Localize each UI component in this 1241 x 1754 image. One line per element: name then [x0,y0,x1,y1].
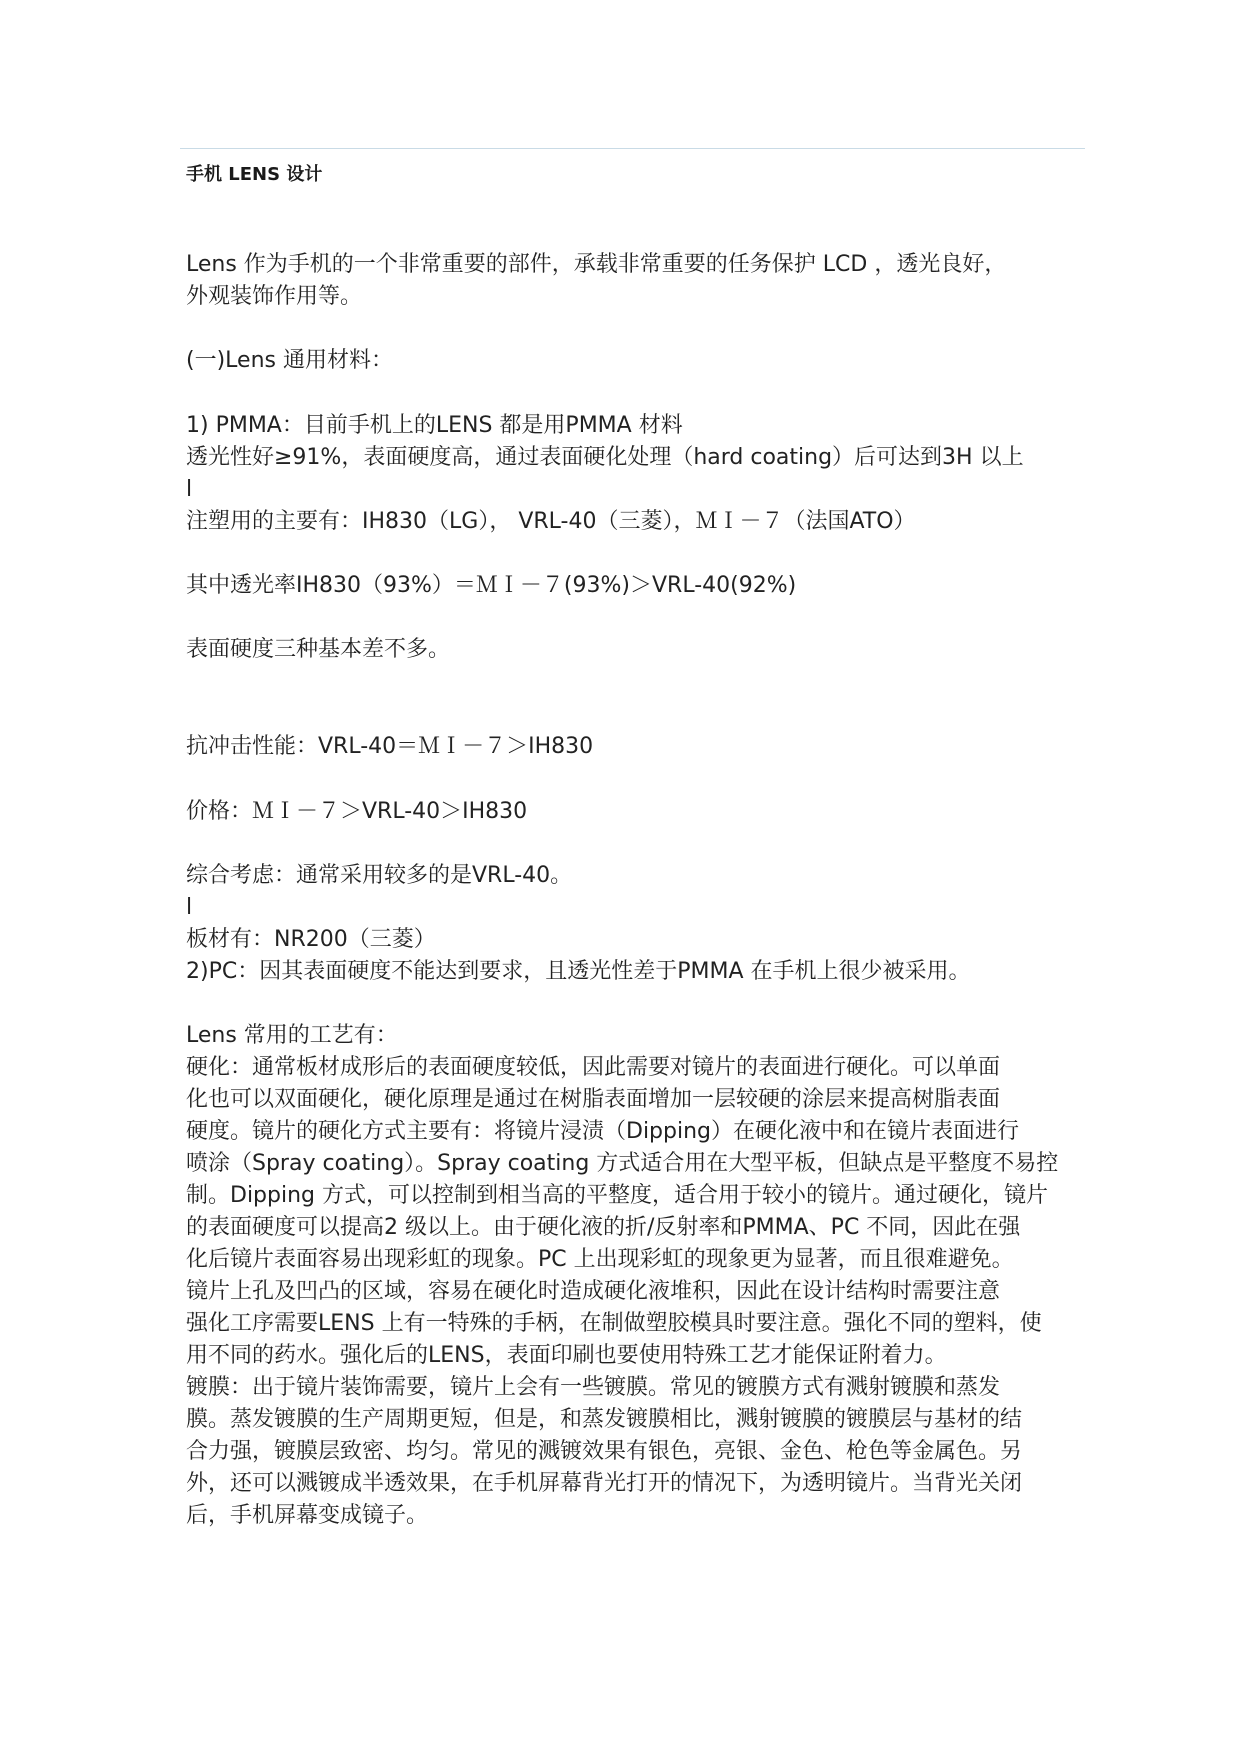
section-heading: Lens 常用的工艺有： [186,1023,398,1048]
text-line: 的表面硬度可以提高2 级以上。由于硬化液的折/反射率和PMMA、PC 不同，因此在强 [186,1215,1021,1240]
text-line: 强化工序需要LENS 上有一特殊的手柄，在制做塑胶模具时要注意。强化不同的塑料，使 [186,1311,1042,1336]
text-line: 合力强，镀膜层致密、均匀。常见的溅镀效果有银色，亮银、金色、枪色等金属色。另 [186,1439,1023,1464]
document-title: 手机 LENS 设计 [186,164,323,185]
text-line: 注塑用的主要有：IH830（LG）， VRL-40（三菱），ＭＩ－７（法国ATO） [186,509,916,534]
text-line: 外观装饰作用等。 [186,284,363,309]
text-line: 硬化：通常板材成形后的表面硬度较低，因此需要对镜片的表面进行硬化。可以单面 [186,1055,1001,1080]
text-line: 2)PC：因其表面硬度不能达到要求，且透光性差于PMMA 在手机上很少被采用。 [186,959,971,984]
text-line: 膜。蒸发镀膜的生产周期更短，但是，和蒸发镀膜相比，溅射镀膜的镀膜层与基材的结 [186,1407,1023,1432]
text-line: 后，手机屏幕变成镜子。 [186,1503,429,1528]
text-line: 价格：ＭＩ－７＞VRL-40＞IH830 [186,799,528,824]
text-line: Lens 作为手机的一个非常重要的部件，承载非常重要的任务保护 LCD ，透光良好， [186,252,1007,277]
header-rule [180,148,1085,149]
text-line: 1) PMMA：目前手机上的LENS 都是用PMMA 材料 [186,413,683,438]
text-line: 硬度。镜片的硬化方式主要有：将镜片浸渍（Dipping）在硬化液中和在镜片表面进行 [186,1119,1020,1144]
section-heading: (一)Lens 通用材料： [186,348,393,373]
text-line: 透光性好≥91%，表面硬度高，通过表面硬化处理（hard coating）后可达到3H 以上 [186,445,1024,470]
text-line: 其中透光率IH830（93%）＝ＭＩ－７(93%)＞VRL-40(92%) [186,573,797,598]
text-line: 板材有：NR200（三菱） [186,927,436,952]
text-line: 表面硬度三种基本差不多。 [186,637,451,662]
text-line: 化也可以双面硬化，硬化原理是通过在树脂表面增加一层较硬的涂层来提高树脂表面 [186,1087,1001,1112]
text-line: 抗冲击性能：VRL-40＝ＭＩ－７＞IH830 [186,734,594,759]
text-line: 镀膜：出于镜片装饰需要，镜片上会有一些镀膜。常见的镀膜方式有溅射镀膜和蒸发 [186,1375,1001,1400]
text-line: l [186,895,193,920]
text-line: 化后镜片表面容易出现彩虹的现象。PC 上出现彩虹的现象更为显著，而且很难避免。 [186,1247,1014,1272]
text-line: l [186,477,193,502]
text-line: 镜片上孔及凹凸的区域，容易在硬化时造成硬化液堆积，因此在设计结构时需要注意 [186,1279,1001,1304]
text-line: 外，还可以溅镀成半透效果，在手机屏幕背光打开的情况下，为透明镜片。当背光关闭 [186,1471,1023,1496]
text-line: 制。Dipping 方式，可以控制到相当高的平整度，适合用于较小的镜片。通过硬化，镜片 [186,1183,1048,1208]
text-line: 综合考虑：通常采用较多的是VRL-40。 [186,863,573,888]
text-line: 喷涂（Spray coating）。Spray coating 方式适合用在大型平板，但缺点是平整度不易控 [186,1151,1059,1176]
text-line: 用不同的药水。强化后的LENS，表面印刷也要使用特殊工艺才能保证附着力。 [186,1343,947,1368]
